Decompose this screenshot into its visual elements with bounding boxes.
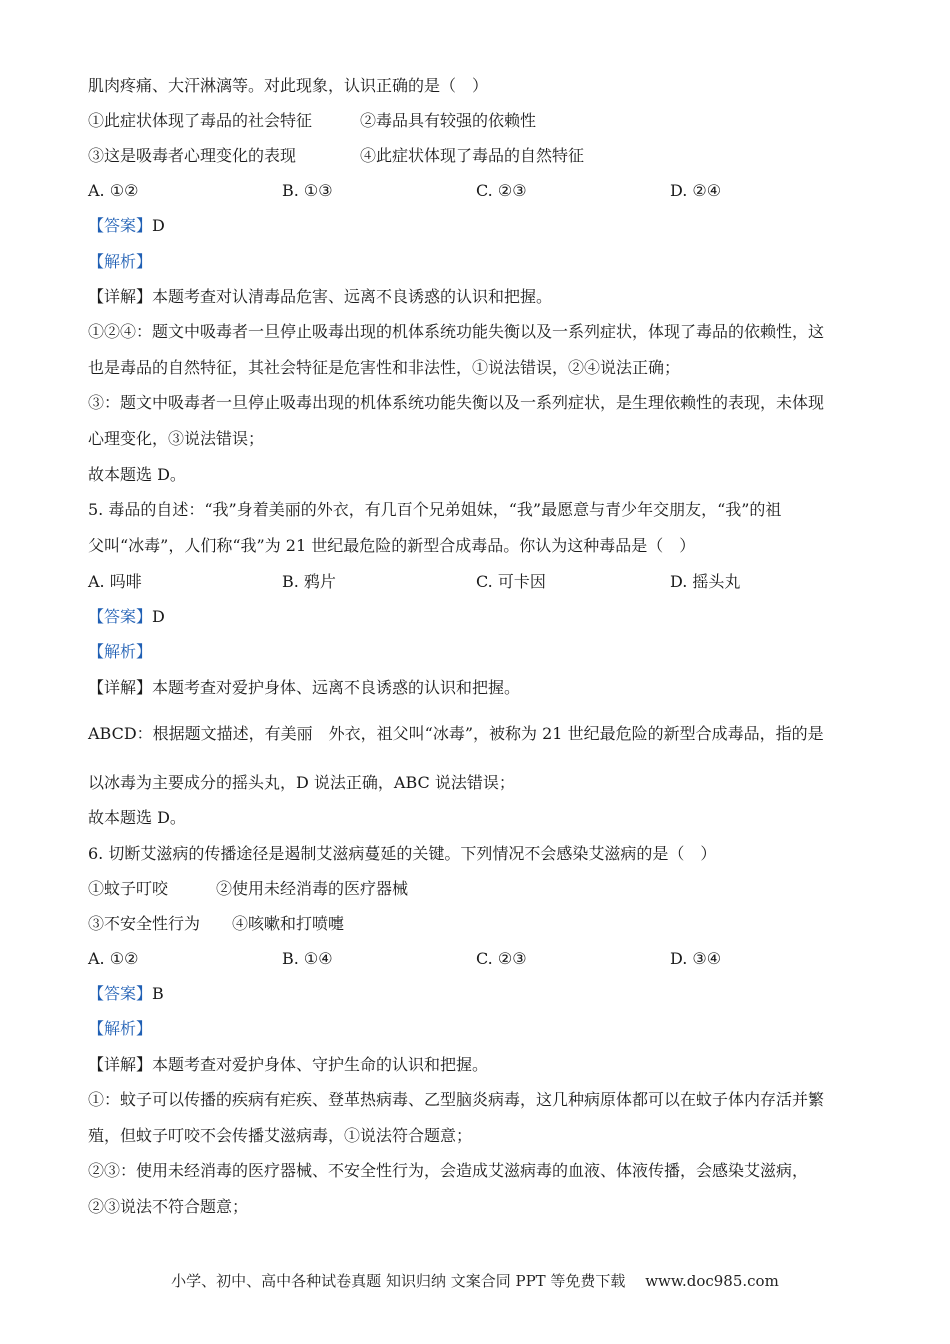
q6-answer [88, 984, 164, 1004]
q5-detail-line-2: 以冰毒为主要成分的摇头丸，D 说法正确，ABC 说法错误； [88, 773, 515, 792]
answer-value: D [152, 216, 165, 235]
q6-detail-line-3: ②③：使用未经消毒的医疗器械、不安全性行为，会造成艾滋病毒的血液、体液传播，会感染艾滋病， [88, 1161, 809, 1180]
answer-value: D [152, 607, 165, 626]
answer-tag: 【答案】 [88, 984, 153, 1003]
q4-analysis-tag: 【解析】 [88, 252, 153, 271]
detail-tag: 【详解】 [88, 287, 153, 306]
q5-option-d: D. 摇头丸 [670, 572, 741, 591]
q6-options [88, 949, 868, 969]
q5-option-b: B. 鸦片 [282, 572, 336, 591]
detail-intro-text: 本题考查对认清毒品危害、远离不良诱惑的认识和把握。 [152, 287, 553, 306]
q6-stem: 6. 切断艾滋病的传播途径是遏制艾滋病蔓延的关键。下列情况不会感染艾滋病的是（ ） [88, 844, 717, 863]
q5-stem-2: 父叫“冰毒”，人们称“我”为 21 世纪最危险的新型合成毒品。你认为这种毒品是（ ） [88, 536, 696, 555]
q4-detail-line-3: ③：题文中吸毒者一旦停止吸毒出现的机体系统功能失衡以及一系列症状，是生理依赖性的表现，未体现 [88, 393, 825, 412]
q5-options [88, 572, 868, 592]
q4-conclusion: 故本题选 D。 [88, 465, 186, 484]
q6-statements-1: ①蚊子叮咬 ②使用未经消毒的医疗器械 [88, 879, 409, 898]
q5-stem-1: 5. 毒品的自述：“我”身着美丽的外衣，有几百个兄弟姐妹，“我”最愿意与青少年交朋友，“我”的祖 [88, 500, 782, 519]
q5-answer [88, 607, 165, 627]
answer-tag: 【答案】 [88, 607, 153, 626]
q6-detail-line-1: ①：蚊子可以传播的疾病有疟疾、登革热病毒、乙型脑炎病毒，这几种病原体都可以在蚊子体内存活并繁 [88, 1090, 825, 1109]
q6-option-c: C. ②③ [476, 949, 527, 968]
q6-statements-2: ③不安全性行为 ④咳嗽和打喷嚏 [88, 914, 345, 933]
q6-detail-intro [88, 1055, 488, 1075]
detail-intro-text: 本题考查对爱护身体、远离不良诱惑的认识和把握。 [152, 678, 521, 697]
q6-analysis-tag: 【解析】 [88, 1019, 153, 1038]
q4-statements-2: ③这是吸毒者心理变化的表现 ④此症状体现了毒品的自然特征 [88, 146, 585, 165]
q4-stem: 肌肉疼痛、大汗淋漓等。对此现象，认识正确的是（ ） [88, 76, 489, 95]
q4-statements-1: ①此症状体现了毒品的社会特征 ②毒品具有较强的依赖性 [88, 111, 537, 130]
q5-option-c: C. 可卡因 [476, 572, 546, 591]
q4-option-b: B. ①③ [282, 181, 333, 200]
q6-option-a: A. ①② [88, 949, 139, 968]
q5-conclusion: 故本题选 D。 [88, 808, 186, 827]
q4-answer [88, 216, 165, 236]
q4-detail-line-2: 也是毒品的自然特征，其社会特征是危害性和非法性，①说法错误，②④说法正确； [88, 358, 681, 377]
q5-detail-line-1: ABCD：根据题文描述，有美丽 外衣，祖父叫“冰毒”，被称为 21 世纪最危险的新型合成毒品，指的是 [88, 724, 824, 743]
q6-detail-line-2: 殖，但蚊子叮咬不会传播艾滋病毒，①说法符合题意； [88, 1126, 473, 1145]
q4-option-d: D. ②④ [670, 181, 722, 200]
q4-detail-line-1: ①②④：题文中吸毒者一旦停止吸毒出现的机体系统功能失衡以及一系列症状，体现了毒品的依赖性，这 [88, 322, 825, 341]
q4-detail-intro [88, 287, 552, 307]
detail-tag: 【详解】 [88, 1055, 153, 1074]
q6-option-d: D. ③④ [670, 949, 722, 968]
q4-option-c: C. ②③ [476, 181, 527, 200]
q6-detail-line-4: ②③说法不符合题意； [88, 1197, 249, 1216]
q5-option-a: A. 吗啡 [88, 572, 142, 591]
answer-tag: 【答案】 [88, 216, 153, 235]
q5-detail-intro [88, 678, 520, 698]
detail-tag: 【详解】 [88, 678, 153, 697]
q4-option-a: A. ①② [88, 181, 139, 200]
q4-detail-line-4: 心理变化，③说法错误； [88, 429, 265, 448]
answer-value: B [152, 984, 164, 1003]
detail-intro-text: 本题考查对爱护身体、守护生命的认识和把握。 [152, 1055, 489, 1074]
q6-option-b: B. ①④ [282, 949, 333, 968]
q5-analysis-tag: 【解析】 [88, 642, 153, 661]
page-footer: 小学、初中、高中各种试卷真题 知识归纳 文案合同 PPT 等免费下载 www.doc985.com [171, 1272, 779, 1290]
q4-options [88, 181, 868, 201]
